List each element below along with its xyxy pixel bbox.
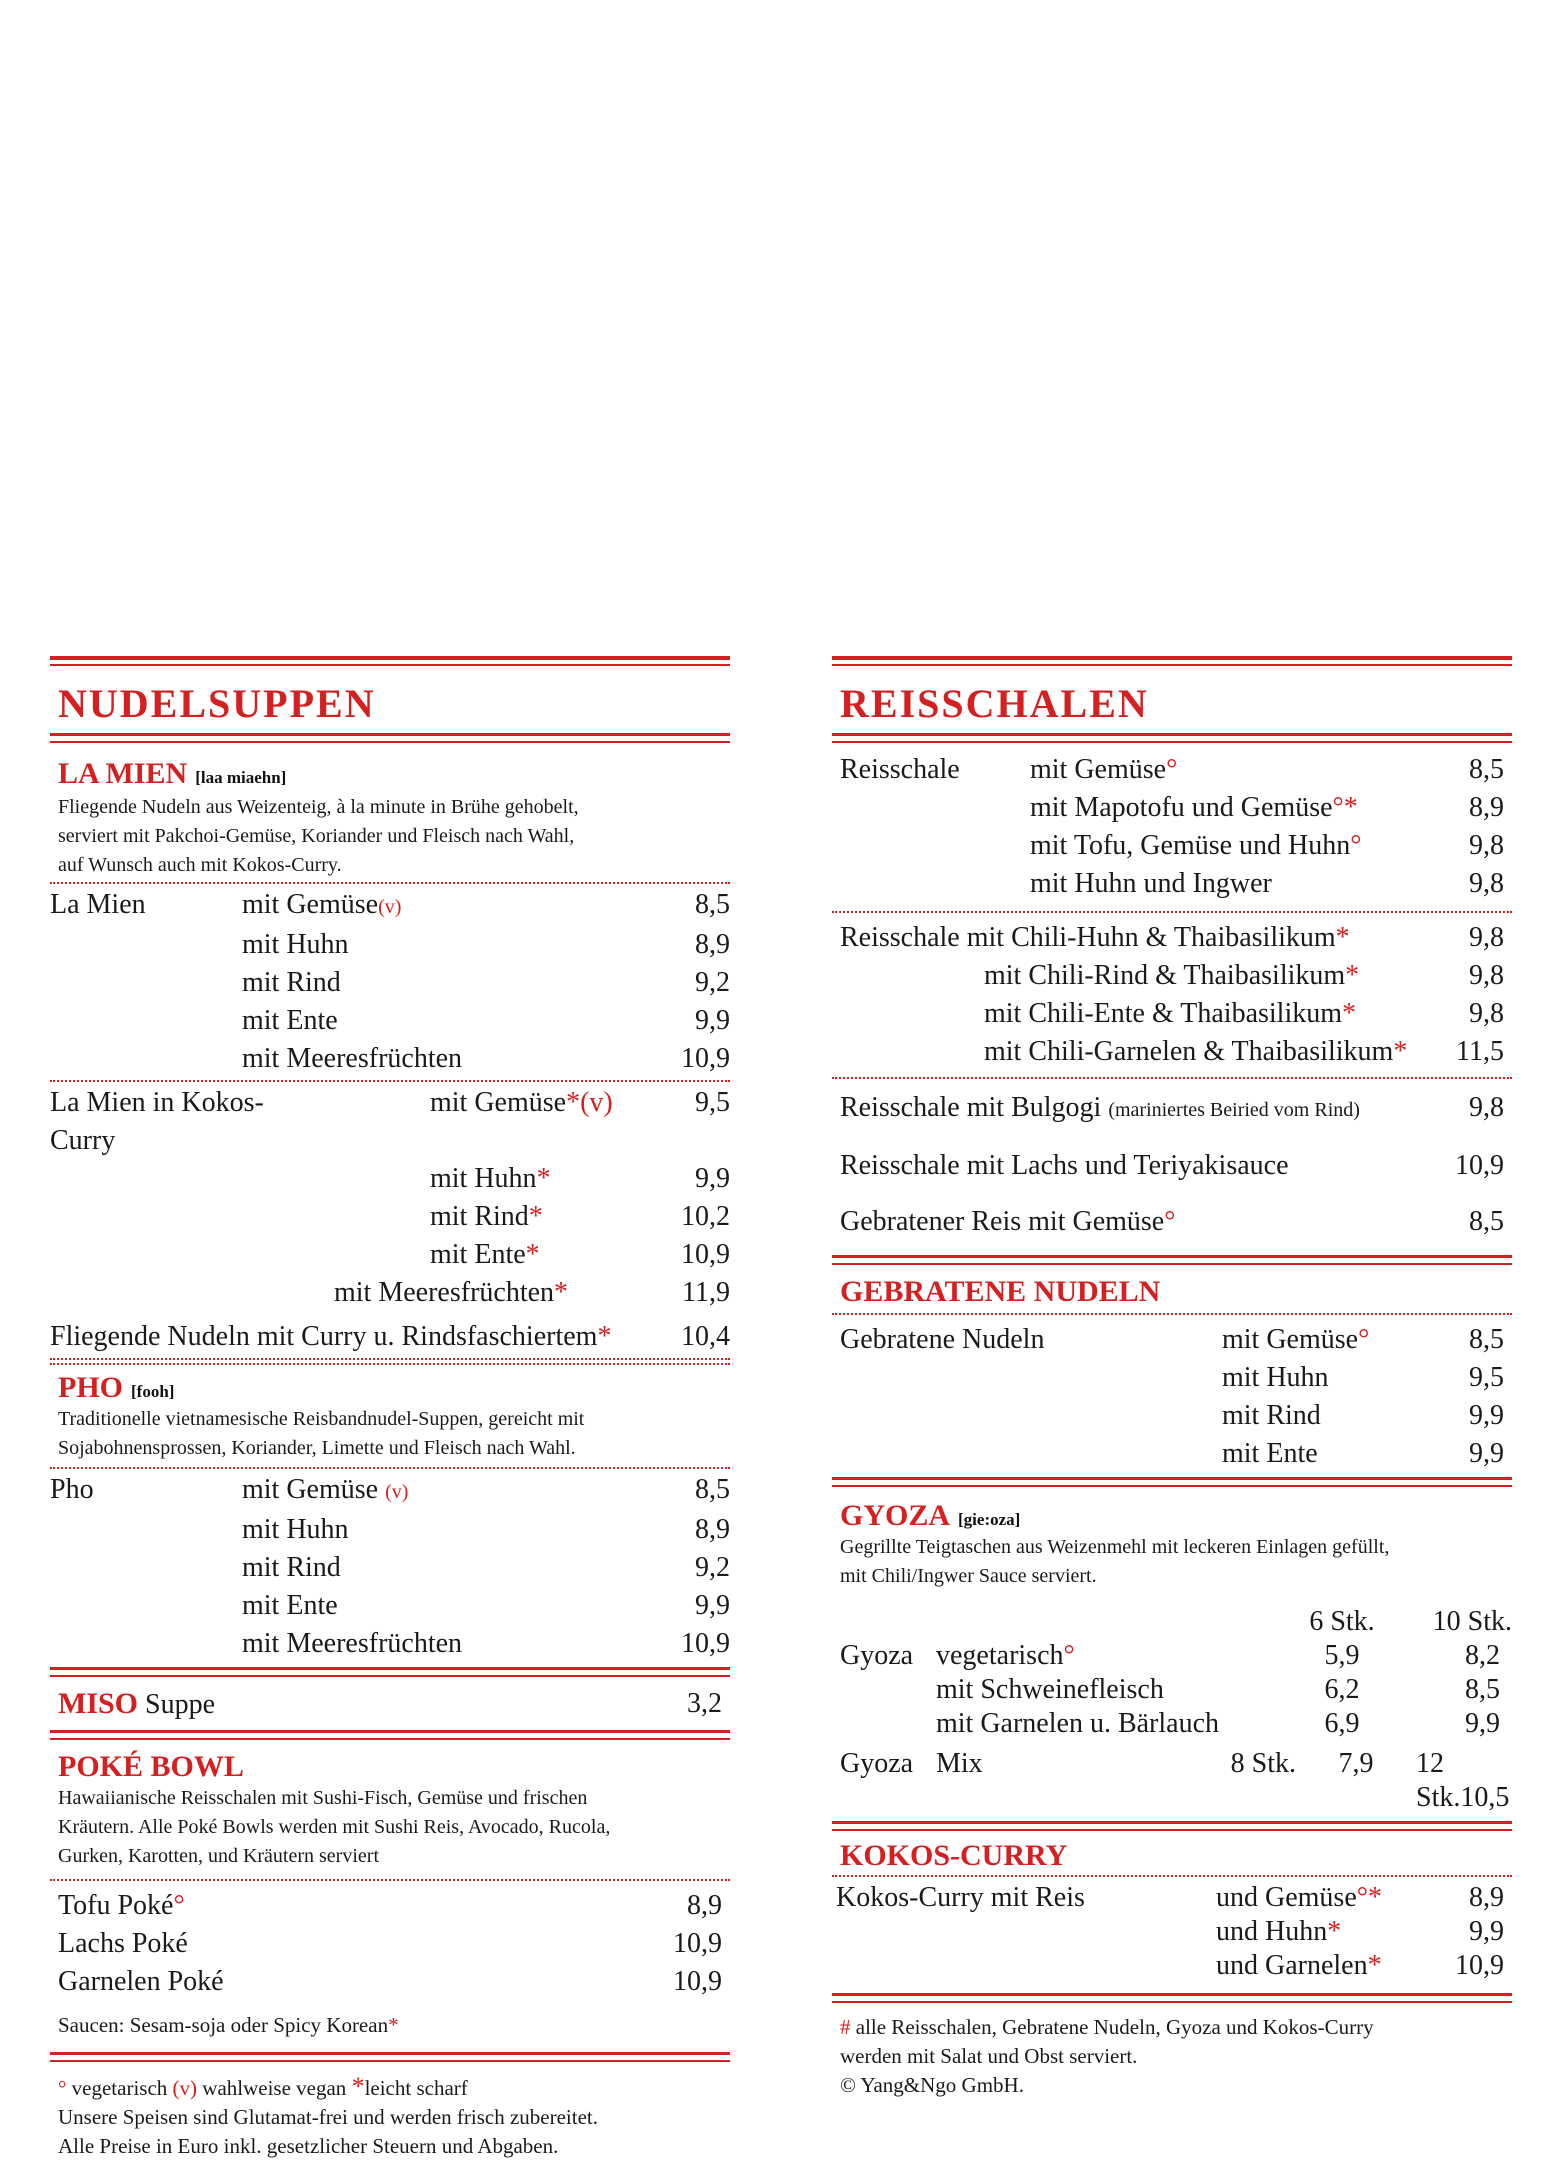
list-item: mit Meeresfrüchten	[242, 1628, 463, 1659]
list-item: mit Gemüse (v)	[242, 1474, 409, 1505]
reisschale-dish: Reisschale	[840, 754, 960, 785]
kokos-list: Kokos-Curry mit Reis und Gemüse°* 8,9 und Huhn* 9,9 und Garnelen* 10,9	[836, 1882, 1504, 1981]
poke-title: POKÉ BOWL	[58, 1750, 244, 1783]
reisschale-list: Reisschale mit Gemüse° 8,5 mit Mapotofu und Gemüse°* 8,9 mit Tofu, Gemüse und Huhn° 9,8 mit Huhn und Ingwer 9,8	[832, 743, 1512, 911]
kokos-title: KOKOS-CURRY	[840, 1839, 1068, 1872]
single-reis-list: Reisschale mit Bulgogi (mariniertes Beiried vom Rind) 9,8 Reisschale mit Lachs und Teriyakisauce 10,9 Gebratener Reis mit Gemüse° 8,5	[832, 1079, 1512, 1255]
lamien-description: Fliegende Nudeln aus Weizenteig, à la minute in Brühe gehobelt, serviert mit Pakchoi-Gemüse, Koriander und Fleisch nach Wahl, auf Wunsch auch mit Kokos-Curry.	[58, 796, 579, 876]
list-item: mit Gemüse°	[1030, 754, 1178, 785]
lamien-header	[50, 743, 730, 793]
lamien-dish: La Mien	[50, 889, 146, 920]
list-item: Tofu Poké°	[58, 1890, 185, 1921]
lamien-curry-list: La Mien in Kokos-Curry mit Gemüse*(v) 9,5 mit Huhn* 9,9 mit Rind* 10,2 mit Ente* 10,9 mit Meeresfrüchten* 11,9	[50, 1082, 730, 1314]
list-item: mit Huhn	[242, 1514, 349, 1545]
gyoza-table: 6 Stk. 10 Stk. Gyoza vegetarisch° 5,9 8,2 mit Schweinefleisch 6,2 8,5 mit Garnelen u. Bärlauch 6,9 9,9	[840, 1606, 1512, 1739]
list-item: mit Huhn und Ingwer	[1030, 868, 1272, 899]
chili-list: Reisschale mit Chili-Huhn & Thaibasilikum* 9,8 mit Chili-Rind & Thaibasilikum* 9,8 mit Chili-Ente & Thaibasilikum* 9,8 mit Chili-Garnelen & Thaibasilikum* 11,5	[832, 913, 1512, 1077]
pho-title: PHO	[58, 1371, 123, 1404]
list-item: Reisschale mit Chili-Huhn & Thaibasilikum*	[840, 922, 1350, 953]
list-item: mit Chili-Rind & Thaibasilikum*	[984, 960, 1360, 991]
nudelsuppen-column	[50, 656, 730, 2171]
list-item: mit Ente	[242, 1005, 338, 1036]
list-item: mit Meeresfrüchten	[242, 1043, 463, 1074]
list-item: mit Chili-Garnelen & Thaibasilikum*	[984, 1036, 1408, 1067]
list-item: mit Ente	[1222, 1438, 1318, 1469]
list-item: mit Ente*	[430, 1239, 540, 1270]
poke-list: Tofu Poké° 8,9 Lachs Poké 10,9 Garnelen Poké 10,9	[50, 1881, 730, 2007]
list-item: vegetarisch°	[936, 1640, 1075, 1671]
list-item: mit Garnelen u. Bärlauch	[936, 1708, 1220, 1739]
list-item: mit Rind	[1222, 1400, 1321, 1431]
pho-list: Pho mit Gemüse (v) 8,5 mit Huhn 8,9 mit Rind 9,2 mit Ente 9,9 mit Meeresfrüchten 10,9	[50, 1469, 730, 1665]
nudelsuppen-title: NUDELSUPPEN	[58, 681, 376, 726]
gyoza-title: GYOZA	[840, 1499, 951, 1532]
miso-row: MISO Suppe 3,2	[58, 1687, 722, 1720]
list-item: Lachs Poké	[58, 1928, 188, 1959]
list-item: und Garnelen*	[1216, 1950, 1382, 1981]
list-item: mit Schweinefleisch	[936, 1674, 1164, 1705]
gebratene-dish: Gebratene Nudeln	[840, 1324, 1045, 1355]
footer-notes: # alle Reisschalen, Gebratene Nudeln, Gyoza und Kokos-Curry werden mit Salat und Obst serviert. © Yang&Ngo GmbH.	[840, 2015, 1374, 2097]
list-item: mit Rind	[242, 1552, 341, 1583]
list-item: Garnelen Poké	[58, 1966, 224, 1997]
lamien-title: LA MIEN	[58, 757, 188, 790]
list-item: mit Gemüse(v)	[242, 889, 402, 920]
list-item: mit Huhn*	[430, 1163, 551, 1194]
reisschalen-column	[832, 656, 1512, 2110]
list-item: mit Rind*	[430, 1201, 543, 1232]
gyoza-description: Gegrillte Teigtaschen aus Weizenmehl mit leckeren Einlagen gefüllt, mit Chili/Ingwer Sauce serviert.	[840, 1536, 1390, 1587]
gyoza-pronunciation: [gie:oza]	[958, 1510, 1021, 1529]
kokos-dish: Kokos-Curry mit Reis	[836, 1882, 1085, 1913]
gyoza-mix-row: Gyoza Mix 8 Stk. 7,9 12 Stk.10,5	[840, 1748, 1510, 1813]
list-item: und Gemüse°*	[1216, 1882, 1382, 1913]
list-item: mit Huhn	[242, 929, 349, 960]
poke-description: Hawaiianische Reisschalen mit Sushi-Fisch, Gemüse und frischen Kräutern. Alle Poké Bowls werden mit Sushi Reis, Avocado, Rucola, Gurken, Karotten, und Kräutern serviert	[58, 1787, 611, 1867]
list-item: Reisschale mit Bulgogi (mariniertes Beiried vom Rind)	[840, 1092, 1360, 1123]
miso-title: MISO	[58, 1687, 139, 1720]
lamien-curry-dish: La Mien in Kokos-Curry	[50, 1087, 264, 1156]
pho-header	[50, 1365, 730, 1405]
special-item: Fliegende Nudeln mit Curry u. Rindsfaschiertem* 10,4	[50, 1321, 730, 1352]
list-item: mit Rind	[242, 967, 341, 998]
list-item: mit Meeresfrüchten*	[334, 1277, 569, 1308]
list-item: mit Ente	[242, 1590, 338, 1621]
list-item: Gebratener Reis mit Gemüse°	[840, 1206, 1176, 1237]
list-item: und Huhn*	[1216, 1916, 1342, 1947]
pho-dish: Pho	[50, 1474, 94, 1505]
list-item: mit Chili-Ente & Thaibasilikum*	[984, 998, 1357, 1029]
lamien-list: La Mien mit Gemüse(v) 8,5 mit Huhn 8,9 mit Rind 9,2 mit Ente 9,9 mit Meeresfrüchten 10,9	[50, 884, 730, 1080]
gebratene-list: Gebratene Nudeln mit Gemüse° 8,5 mit Huhn 9,5 mit Rind 9,9 mit Ente 9,9	[832, 1315, 1512, 1477]
legend: ° vegetarisch (v) wahlweise vegan *leicht scharf Unsere Speisen sind Glutamat-frei und werden frisch zubereitet. Alle Preise in Euro inkl. gesetzlicher Steuern und Abgaben.	[58, 2072, 598, 2158]
list-item: mit Gemüse°	[1222, 1324, 1370, 1355]
pho-pronunciation: [fooh]	[131, 1382, 175, 1401]
list-item: mit Huhn	[1222, 1362, 1329, 1393]
list-item: Reisschale mit Lachs und Teriyakisauce	[840, 1150, 1289, 1181]
pho-description: Traditionelle vietnamesische Reisbandnudel-Suppen, gereicht mit Sojabohnensprossen, Koriander, Limette und Fleisch nach Wahl.	[58, 1408, 585, 1459]
reisschalen-title: REISSCHALEN	[840, 681, 1149, 726]
list-item: mit Mapotofu und Gemüse°*	[1030, 792, 1358, 823]
list-item: mit Tofu, Gemüse und Huhn°	[1030, 830, 1362, 861]
gyoza-col-6: 6 Stk.	[1309, 1606, 1375, 1637]
poke-sauces: Saucen: Sesam-soja oder Spicy Korean*	[58, 2013, 399, 2037]
list-item: mit Gemüse*(v)	[430, 1087, 613, 1118]
lamien-pronunciation: [laa miaehn]	[195, 768, 287, 787]
gebratene-title: GEBRATENE NUDELN	[840, 1275, 1161, 1308]
gyoza-col-10: 10 Stk.	[1432, 1606, 1512, 1637]
